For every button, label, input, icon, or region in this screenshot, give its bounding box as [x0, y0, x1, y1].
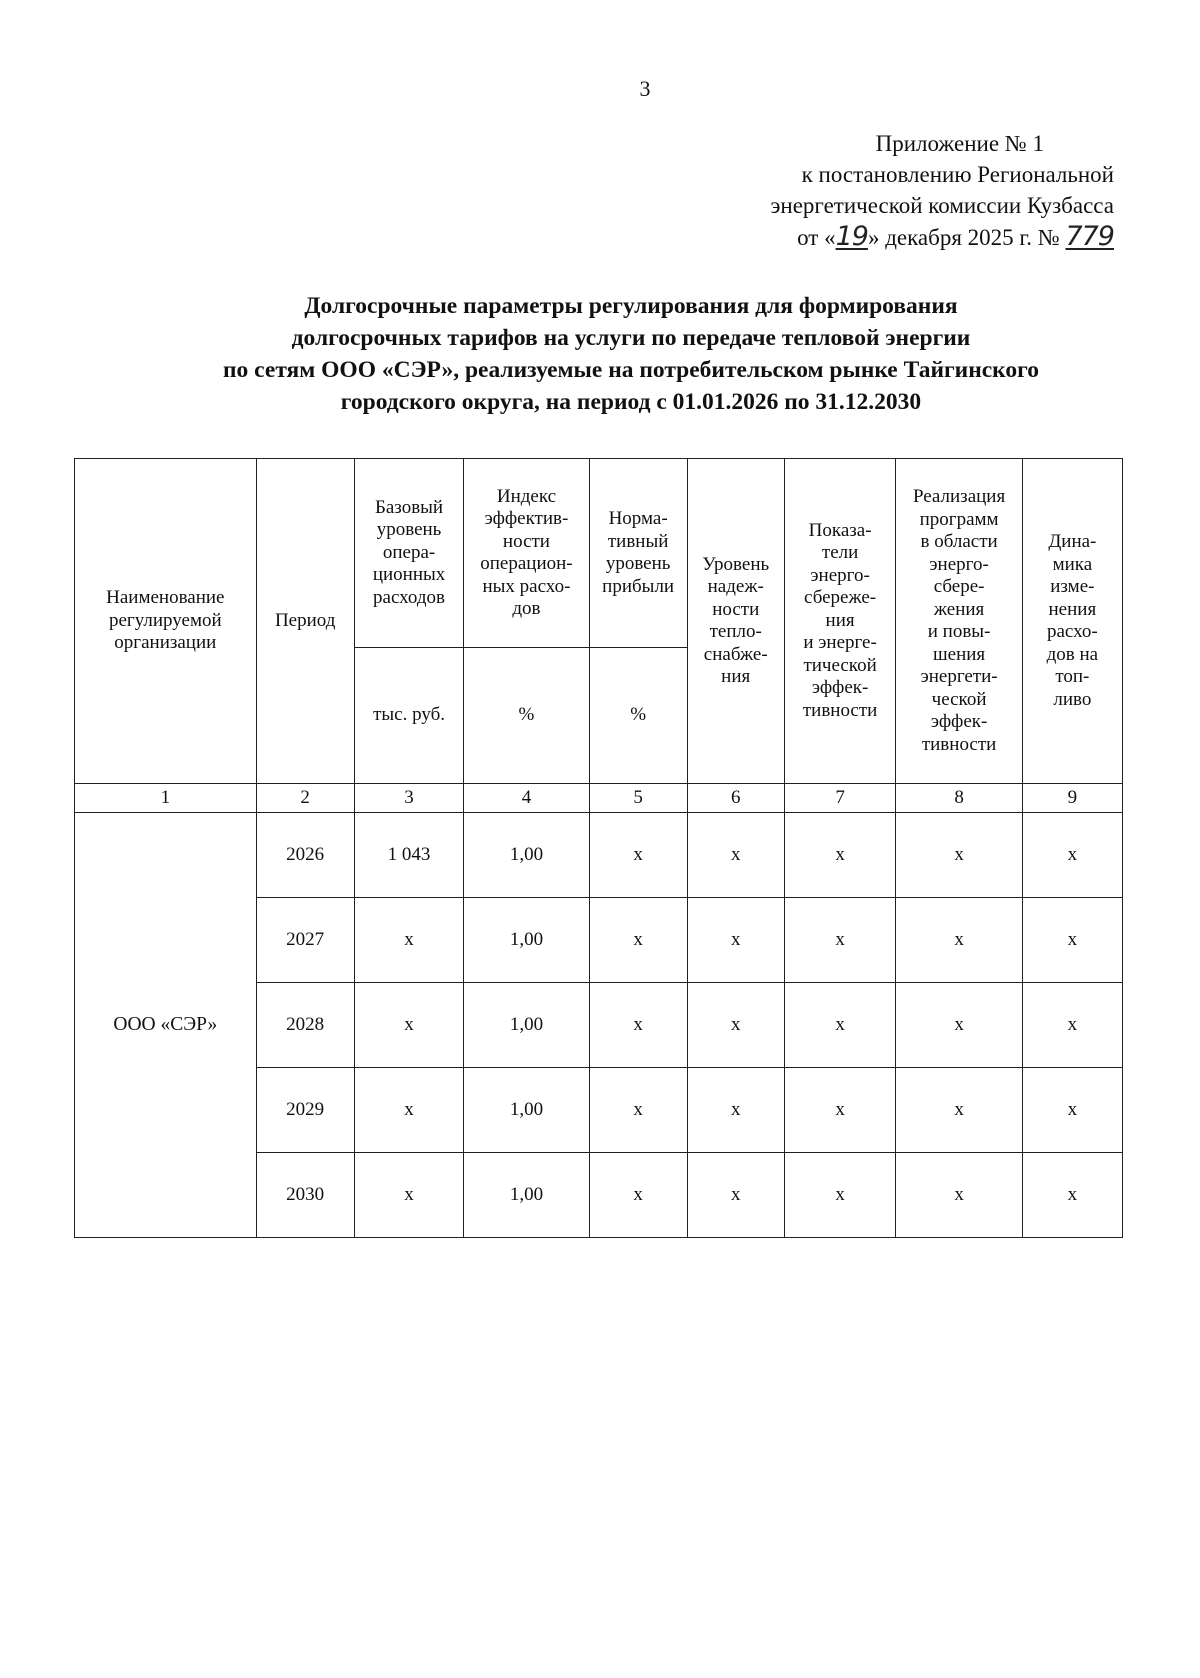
cell-energy-saving: x: [784, 1068, 896, 1153]
cell-reliability: x: [687, 813, 784, 898]
annex-line-3: энергетической комиссии Кузбасса: [770, 193, 1114, 218]
cell-reliability: x: [687, 898, 784, 983]
column-number: 4: [464, 784, 589, 813]
date-middle: » декабря 2025 г. №: [867, 225, 1060, 250]
unit-efficiency-index: %: [464, 648, 589, 784]
cell-efficiency-index: 1,00: [464, 813, 589, 898]
cell-efficiency-index: 1,00: [464, 1068, 589, 1153]
cell-period: 2027: [256, 898, 354, 983]
column-number: 3: [354, 784, 464, 813]
cell-efficiency-index: 1,00: [464, 1153, 589, 1238]
annex-date-line: [771, 221, 1114, 253]
header-programs: Реализация программ в области энерго- сбере- жения и повы- шения энергети- ческой эффек- тивности: [896, 459, 1022, 784]
title-line: Долгосрочные параметры регулирования для формирования: [304, 293, 958, 319]
header-row: [75, 459, 1123, 648]
cell-period: 2026: [256, 813, 354, 898]
title-line: долгосрочных тарифов на услуги по передаче тепловой энергии: [291, 325, 971, 351]
unit-base-opex: тыс. руб.: [354, 648, 464, 784]
annex-line-2: к постановлению Региональной: [801, 162, 1114, 187]
cell-energy-saving: x: [784, 813, 896, 898]
cell-period: 2030: [256, 1153, 354, 1238]
cell-programs: x: [896, 1068, 1022, 1153]
cell-period: 2029: [256, 1068, 354, 1153]
cell-fuel-dynamics: x: [1022, 898, 1122, 983]
cell-base-opex: 1 043: [354, 813, 464, 898]
cell-reliability: x: [687, 1153, 784, 1238]
header-reliability: Уровень надеж- ности тепло- снабже- ния: [687, 459, 784, 784]
cell-base-opex: x: [354, 983, 464, 1068]
cell-energy-saving: x: [784, 898, 896, 983]
cell-programs: x: [896, 813, 1022, 898]
date-prefix: от «: [797, 225, 836, 250]
cell-base-opex: x: [354, 898, 464, 983]
cell-fuel-dynamics: x: [1022, 1153, 1122, 1238]
column-number-row: [75, 784, 1123, 813]
cell-fuel-dynamics: x: [1022, 813, 1122, 898]
header-base-opex: Базовый уровень опера- ционных расходов: [354, 459, 464, 648]
title-line: городского округа, на период с 01.01.2026 по 31.12.2030: [340, 389, 922, 415]
cell-energy-saving: x: [784, 983, 896, 1068]
unit-normative-profit: %: [589, 648, 687, 784]
column-number: 2: [256, 784, 354, 813]
title-line: по сетям ООО «СЭР», реализуемые на потребительском рынке Тайгинского: [223, 357, 1039, 383]
cell-reliability: x: [687, 983, 784, 1068]
column-number: 7: [784, 784, 896, 813]
cell-normative-profit: x: [589, 898, 687, 983]
parameters-table: [74, 458, 1123, 1238]
organization-name: ООО «СЭР»: [75, 813, 257, 1238]
column-number: 9: [1022, 784, 1122, 813]
cell-normative-profit: x: [589, 1153, 687, 1238]
handwritten-decree-number: 779: [1065, 221, 1114, 252]
cell-fuel-dynamics: x: [1022, 983, 1122, 1068]
cell-energy-saving: x: [784, 1153, 896, 1238]
header-efficiency-index: Индекс эффектив- ности операцион- ных расхо- дов: [464, 459, 589, 648]
page-number: 3: [639, 76, 651, 101]
cell-base-opex: x: [354, 1153, 464, 1238]
column-number: 5: [589, 784, 687, 813]
column-number: 1: [75, 784, 257, 813]
column-number: 6: [687, 784, 784, 813]
cell-normative-profit: x: [589, 983, 687, 1068]
cell-normative-profit: x: [589, 1068, 687, 1153]
document-title: [0, 290, 1200, 418]
annex-title: Приложение № 1: [875, 131, 1044, 156]
header-organization: Наименование регулируемой организации: [75, 459, 257, 784]
table-row: [75, 813, 1123, 898]
header-period: Период: [256, 459, 354, 784]
header-energy-saving: Показа- тели энерго- сбереже- ния и энерге- тической эффек- тивности: [784, 459, 896, 784]
cell-efficiency-index: 1,00: [464, 983, 589, 1068]
cell-programs: x: [896, 898, 1022, 983]
cell-efficiency-index: 1,00: [464, 898, 589, 983]
annex-block: [771, 128, 1114, 253]
header-normative-profit: Норма- тивный уровень прибыли: [589, 459, 687, 648]
handwritten-day: 19: [835, 221, 868, 252]
header-fuel-dynamics: Дина- мика изме- нения расхо- дов на топ- ливо: [1022, 459, 1122, 784]
cell-reliability: x: [687, 1068, 784, 1153]
cell-period: 2028: [256, 983, 354, 1068]
cell-fuel-dynamics: x: [1022, 1068, 1122, 1153]
cell-base-opex: x: [354, 1068, 464, 1153]
cell-programs: x: [896, 983, 1022, 1068]
cell-normative-profit: x: [589, 813, 687, 898]
column-number: 8: [896, 784, 1022, 813]
cell-programs: x: [896, 1153, 1022, 1238]
